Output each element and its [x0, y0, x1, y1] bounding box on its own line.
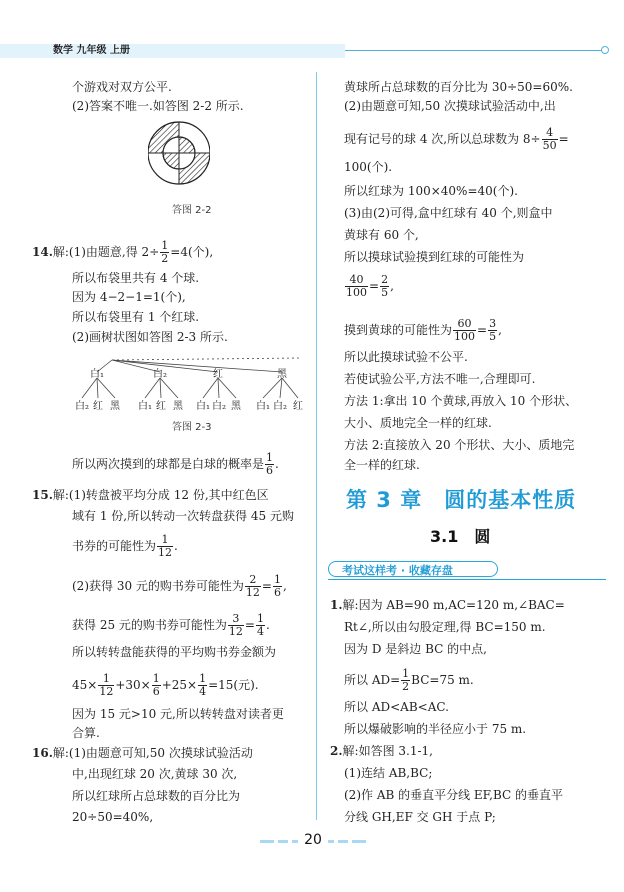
tree-leaf: 白₁	[195, 401, 211, 412]
text-line: 书券的可能性为 $\frac{1}{12}$ .	[72, 533, 178, 559]
problem-number: 14.	[32, 245, 53, 259]
text-line: 100(个).	[344, 160, 393, 174]
text-line: 摸到黄球的可能性为 $\frac{60}{100}$ = $\frac{3}{5}$ ,	[344, 317, 502, 343]
tree-leaf: 红	[156, 401, 166, 412]
tree-leaf: 白₁	[255, 401, 271, 412]
text-line: 黄球所占总球数的百分比为 30÷50=60%.	[344, 80, 573, 94]
text-line: (2)由题意可知,50 次摸球试验活动中,出	[344, 99, 556, 113]
tree-leaf: 黑	[110, 401, 120, 412]
text-line: (3)由(2)可得,盒中红球有 40 个,则盒中	[344, 206, 553, 220]
fraction: $\frac{1}{2}$	[402, 667, 410, 693]
text-line: 所以两次摸到的球都是白球的概率是 $\frac{1}{6}$ .	[72, 451, 279, 477]
text-line: 个游戏对双方公平.	[72, 80, 172, 94]
footer-dash	[352, 840, 366, 843]
text-line: 因为 D 是斜边 BC 的中点,	[344, 642, 487, 656]
tree-leaf: 红	[93, 401, 103, 412]
figure-caption: 答图 2-3	[172, 422, 212, 433]
tree-leaf: 黑	[173, 401, 183, 412]
text-line: 获得 25 元的购书券可能性为 $\frac{3}{12}$ = $\frac{1}{4}$ .	[72, 612, 270, 638]
fraction: $\frac{1}{2}$	[161, 239, 169, 265]
problem-15-line: 15.解:(1)转盘被平均分成 12 份,其中红色区	[32, 488, 269, 502]
text-line: 分线 GH,EF 交 GH 于点 P;	[344, 810, 496, 824]
tree-leaf: 白₂	[74, 401, 90, 412]
text-line: 方法 2:直接放入 20 个形状、大小、质地完	[344, 438, 575, 452]
tree-leaf: 白₁	[137, 401, 153, 412]
question-2-line: 2.解:如答图 3.1-1,	[330, 744, 433, 758]
problem-number: 2.	[330, 744, 343, 758]
page-number: 20	[304, 832, 322, 848]
text-line: 中,出现红球 20 次,黄球 30 次,	[72, 767, 238, 781]
problem-number: 1.	[330, 598, 343, 612]
fraction: $\frac{3}{5}$	[489, 317, 497, 343]
text-line: 方法 1:拿出 10 个黄球,再放入 10 个形状、	[344, 394, 578, 408]
text-line: (2)答案不唯一.如答图 2-2 所示.	[72, 99, 244, 113]
fraction: $\frac{4}{50}$	[542, 126, 557, 152]
text-line: 所以 AD= $\frac{1}{2}$ BC=75 m.	[344, 667, 474, 693]
problem-number: 16.	[32, 746, 53, 760]
tree-root: 黑	[277, 369, 287, 380]
text-line: 域有 1 份,所以转动一次转盘获得 45 元购	[72, 509, 294, 523]
text-line: 现有记号的球 4 次,所以总球数为 8÷ $\frac{4}{50}$ =	[344, 126, 569, 152]
fraction: $\frac{40}{100}$	[346, 273, 367, 299]
fraction: $\frac{2}{12}$	[245, 573, 260, 599]
figure-caption: 答图 2-2	[172, 205, 212, 216]
footer-dash	[328, 840, 334, 843]
text-line: 合算.	[72, 726, 100, 740]
text-line: 大小、质地完全一样的红球.	[344, 416, 492, 430]
text-line: 20÷50=40%,	[72, 810, 154, 824]
text-line: 所以转转盘能获得的平均购书券金额为	[72, 645, 277, 659]
problem-16-line: 16.解:(1)由题意可知,50 次摸球试验活动	[32, 746, 253, 760]
fraction: $\frac{1}{12}$	[99, 672, 114, 698]
text-line: 若使试验公平,方法不唯一,合理即可.	[344, 372, 536, 386]
text-line: 全一样的红球.	[344, 458, 420, 472]
problem-14-line: 14.解:(1)由题意,得 2÷ $\frac{1}{2}$ =4(个),	[32, 239, 214, 265]
text-line: 所以 AD<AB<AC.	[344, 700, 449, 714]
text-line: (2)作 AB 的垂直平分线 EF,BC 的垂直平	[344, 788, 563, 802]
chapter-title: 第 3 章 圆的基本性质	[346, 488, 577, 512]
tree-leaf: 红	[293, 401, 303, 412]
text-line: 因为 4−2−1=1(个),	[72, 290, 186, 304]
text-line: 所以布袋里有 1 个红球.	[72, 310, 200, 324]
text-line: 所以摸球试验摸到红球的可能性为	[344, 250, 525, 264]
tree-leaf: 白₂	[211, 401, 227, 412]
tree-root: 红	[213, 369, 223, 380]
text-line: (2)画树状图如答图 2-3 所示.	[72, 330, 228, 344]
footer-dash	[292, 840, 298, 843]
text-line: Rt∠,所以由勾股定理,得 BC=150 m.	[344, 620, 546, 634]
text-line: 所以此摸球试验不公平.	[344, 350, 468, 364]
tree-root: 白₂	[152, 369, 168, 380]
fraction: $\frac{1}{4}$	[199, 672, 207, 698]
fraction: $\frac{1}{6}$	[266, 451, 274, 477]
fraction: $\frac{1}{4}$	[256, 612, 264, 638]
fraction: $\frac{1}{12}$	[158, 533, 173, 559]
question-1-line: 1.解:因为 AB=90 m,AC=120 m,∠BAC=	[330, 598, 565, 612]
text-line: (2)获得 30 元的购书券可能性为 $\frac{2}{12}$ = $\frac{1}{6}$ ,	[72, 573, 287, 599]
fraction: $\frac{3}{12}$	[228, 612, 243, 638]
footer-dash	[338, 840, 348, 843]
page-footer	[0, 832, 624, 852]
tree-leaf: 白₂	[272, 401, 288, 412]
book-label: 数学 九年级 上册	[53, 45, 130, 56]
fraction: $\frac{2}{5}$	[381, 273, 389, 299]
tree-root: 白₁	[89, 369, 105, 380]
fraction: $\frac{1}{6}$	[273, 573, 281, 599]
banner-label: 考试这样考 · 收藏存盘	[342, 564, 453, 577]
fraction: $\frac{1}{6}$	[152, 672, 160, 698]
text-line: 所以红球为 100×40%=40(个).	[344, 184, 518, 198]
text-line: (1)连结 AB,BC;	[344, 766, 433, 780]
text-line: 因为 15 元>10 元,所以转转盘对读者更	[72, 707, 284, 721]
section-title: 3.1 圆	[430, 527, 491, 546]
text-line: 黄球有 60 个,	[344, 228, 419, 242]
text-line: 所以爆破影响的半径应小于 75 m.	[344, 722, 527, 736]
text-line: 45× $\frac{1}{12}$ +30× $\frac{1}{6}$ +25× $\frac{1}{4}$ =15(元).	[72, 672, 259, 698]
fraction: $\frac{60}{100}$	[454, 317, 476, 343]
text-line: 所以布袋里共有 4 个球.	[72, 271, 200, 285]
text-line: 所以红球所占总球数的百分比为	[72, 789, 241, 803]
problem-number: 15.	[32, 488, 53, 502]
footer-dash	[278, 840, 288, 843]
text-line: $\frac{40}{100}$ = $\frac{2}{5}$ ,	[346, 273, 394, 299]
tree-leaf: 黑	[231, 401, 241, 412]
footer-dash	[260, 840, 274, 843]
